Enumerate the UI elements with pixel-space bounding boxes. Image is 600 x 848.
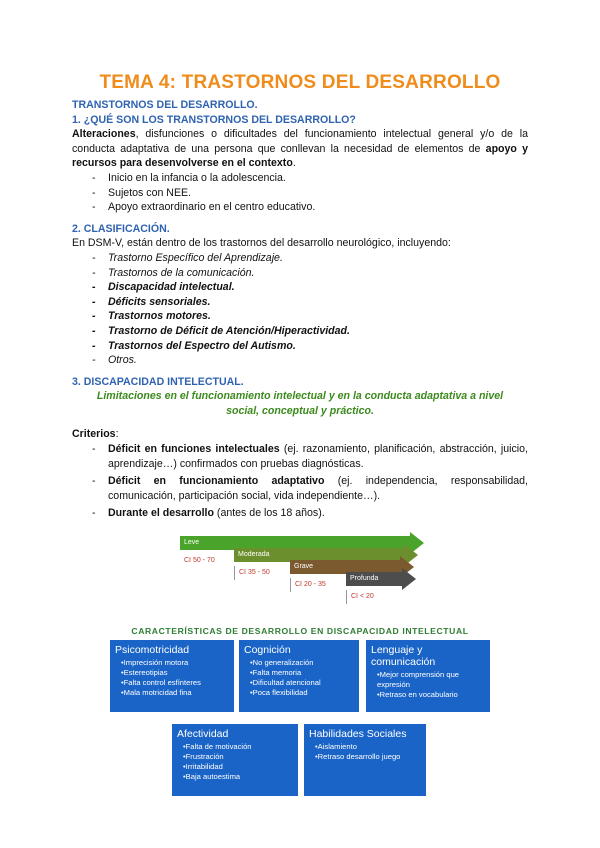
criteria-list: [72, 442, 528, 521]
level-ci-moderada: CI 35 - 50: [234, 566, 288, 580]
box-item: • Retraso en vocabulario: [377, 690, 485, 700]
classification-list: [72, 251, 528, 368]
page-title: TEMA 4: TRASTORNOS DEL DESARROLLO: [99, 72, 501, 93]
intellectual-disability-heading: 3. DISCAPACIDAD INTELECTUAL.: [72, 375, 244, 388]
box-item: • Baja autoestima: [183, 772, 293, 782]
box-item: • Mala motricidad fina: [121, 688, 229, 698]
criteria-item: - Durante el desarrollo (antes de los 18 años).: [92, 506, 528, 521]
arrow-icon: [402, 568, 416, 590]
box-item: • Aislamiento: [315, 742, 421, 752]
box-item: • No generalización: [250, 658, 354, 668]
box-item: • Mejor comprensión que expresión: [377, 670, 485, 690]
box-item: • Frustración: [183, 752, 293, 762]
classification-intro: En DSM-V, están dentro de los trastornos del desarrollo neurológico, incluyendo:: [72, 237, 451, 250]
question-heading: 1. ¿QUÉ SON LOS TRANSTORNOS DEL DESARROLLO?: [72, 113, 356, 126]
level-bar-profunda: Profunda: [346, 572, 402, 586]
box-item: • Retraso desarrollo juego: [315, 752, 421, 762]
section-heading: TRANSTORNOS DEL DESARROLLO.: [72, 99, 258, 111]
box-psicomotricidad: [110, 640, 234, 712]
box-lenguaje: [366, 640, 490, 712]
document-body: [72, 98, 528, 524]
box-title: Cognición: [244, 644, 291, 656]
box-title: Lenguaje y comunicación: [371, 644, 436, 668]
box-title: Psicomotricidad: [115, 644, 190, 656]
list-item: - Déficits sensoriales.: [92, 295, 528, 310]
box-item: • Irritabilidad: [183, 762, 293, 772]
def-bold-2: apoyo y recursos para desenvolverse en el contexto: [72, 142, 528, 170]
level-ci-leve: CI 50 - 70: [180, 554, 232, 568]
box-item: • Falta de motivación: [183, 742, 293, 752]
criteria-label: Criterios:: [72, 428, 119, 441]
box-item: • Poca flexibilidad: [250, 688, 354, 698]
list-item: - Trastornos del Espectro del Autismo.: [92, 339, 528, 354]
classification-heading: 2. CLASIFICACIÓN.: [72, 222, 170, 235]
criteria-item: - Déficit en funcionamiento adaptativo (ej. independencia, responsabilidad, comunicación, participación social, vida independiente…).: [92, 474, 528, 503]
box-item: • Imprecisión motora: [121, 658, 229, 668]
box-title: Habilidades Sociales: [309, 728, 407, 740]
definition-paragraph: [72, 127, 528, 171]
list-item: - Trastorno de Déficit de Atención/Hiperactividad.: [92, 324, 528, 339]
box-cognicion: [239, 640, 359, 712]
list-item: - Discapacidad intelectual.: [92, 280, 528, 295]
criteria-item: - Déficit en funciones intelectuales (ej. razonamiento, planificación, abstracción, juicio, aprendizaje…) confirmados con pruebas diagnósticas.: [92, 442, 528, 471]
box-item: • Dificultad atencional: [250, 678, 354, 688]
characteristics-title: CARACTERÍSTICAS DE DESARROLLO EN DISCAPACIDAD INTELECTUAL: [131, 626, 469, 636]
box-title: Afectividad: [177, 728, 229, 740]
list-item: - Inicio en la infancia o la adolescencia.: [92, 171, 528, 186]
box-item: • Falta memoria: [250, 668, 354, 678]
def-text-2: .: [292, 157, 296, 170]
list-item: - Sujetos con NEE.: [92, 186, 528, 201]
level-ci-grave: CI 20 - 35: [290, 578, 344, 592]
box-afectividad: [172, 724, 298, 796]
definition-quote: Limitaciones en el funcionamiento intelectual y en la conducta adaptativa a nivel social, conceptual y práctico.: [96, 390, 504, 417]
level-bar-leve: Leve: [180, 536, 410, 550]
box-item: • Estereotipias: [121, 668, 229, 678]
severity-staircase: [176, 530, 426, 608]
list-item: - Apoyo extraordinario en el centro educativo.: [92, 200, 528, 215]
def-text-1: , disfunciones o dificultades del funcionamiento intelectual general y/o de la conducta adaptativa de una persona que conllevan la necesidad de elementos de: [72, 128, 528, 155]
box-item: • Falta control esfínteres: [121, 678, 229, 688]
level-bar-grave: Grave: [290, 560, 400, 574]
definition-list: [72, 171, 528, 215]
level-ci-profunda: CI < 20: [346, 590, 402, 604]
list-item: - Trastornos de la comunicación.: [92, 266, 528, 281]
level-bar-moderada: Moderada: [234, 548, 404, 562]
def-bold-1: Alteraciones: [72, 128, 136, 141]
list-item: - Trastornos motores.: [92, 309, 528, 324]
list-item: - Trastorno Específico del Aprendizaje.: [92, 251, 528, 266]
list-item: - Otros.: [92, 353, 528, 368]
box-habilidades-sociales: [304, 724, 426, 796]
